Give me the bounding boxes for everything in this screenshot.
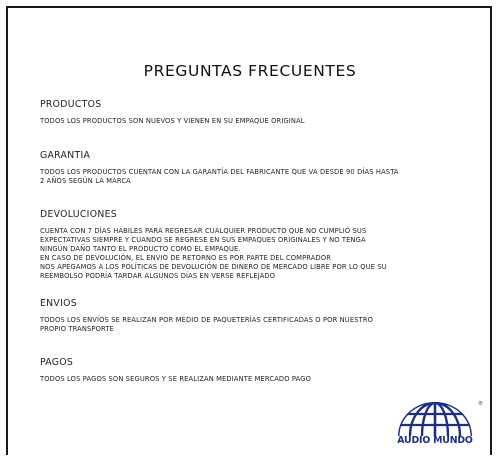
body-line: TODOS LOS PRODUCTOS CUENTAN CON LA GARANTÍA DEL FABRICANTE QUE VA DESDE 90 DÍAS HASTA (40, 168, 399, 176)
logo-wordmark: AUDIO MUNDO (397, 435, 473, 446)
section-body-envios (40, 316, 492, 334)
body-line: 2 AÑOS SEGÚN LA MARCA (40, 177, 131, 185)
section-heading-devoluciones: DEVOLUCIONES (40, 209, 117, 220)
body-line: CUENTA CON 7 DÍAS HÁBILES PARA REGRESAR CUALQUIER PRODUCTO QUE NO CUMPLIÓ SUS (40, 227, 367, 235)
section-heading-envios: ENVIOS (40, 298, 77, 309)
body-line: NINGÚN DAÑO TANTO EL PRODUCTO COMO EL EMPAQUE. (40, 245, 241, 253)
page-title: PREGUNTAS FRECUENTES (143, 62, 357, 80)
section-body-devoluciones (40, 227, 492, 281)
body-line: PROPIO TRANSPORTE (40, 325, 114, 333)
section-body-productos (40, 117, 492, 126)
audio-mundo-logo (380, 400, 490, 450)
body-line: TODOS LOS PAGOS SON SEGUROS Y SE REALIZAN MEDIANTE MERCADO PAGO (40, 375, 312, 383)
body-line: EN CASO DE DEVOLUCIÓN, EL ENVIO DE RETORNO ES POR PARTE DEL COMPRADOR (40, 254, 332, 262)
section-body-garantia (40, 168, 492, 186)
body-line: NOS APEGAMOS A LOS POLÍTICAS DE DEVOLUCIÓN DE DINERO DE MERCADO LIBRE POR LO QUE SU (40, 263, 387, 271)
section-heading-pagos: PAGOS (40, 357, 74, 368)
body-line: REEMBOLSO PODRÍA TARDAR ALGUNOS DÍAS EN VERSE REFLEJADO (40, 272, 276, 280)
registered-mark: ® (478, 401, 483, 407)
section-heading-productos: PRODUCTOS (40, 99, 102, 110)
body-line: TODOS LOS PRODUCTOS SON NUEVOS Y VIENEN EN SU EMPAQUE ORIGINAL (40, 117, 305, 125)
section-heading-garantia: GARANTIA (40, 150, 91, 161)
body-line: EXPECTATIVAS SIEMPRE Y CUANDO SE REGRESE EN SUS EMPAQUES ORIGINALES Y NO TENGA (40, 236, 366, 244)
section-body-pagos (40, 375, 492, 384)
body-line: TODOS LOS ENVÍOS SE REALIZAN POR MEDIO DE PAQUETERÍAS CERTIFICADAS O POR NUESTRO (40, 316, 374, 324)
globe-arch-icon (380, 400, 490, 436)
